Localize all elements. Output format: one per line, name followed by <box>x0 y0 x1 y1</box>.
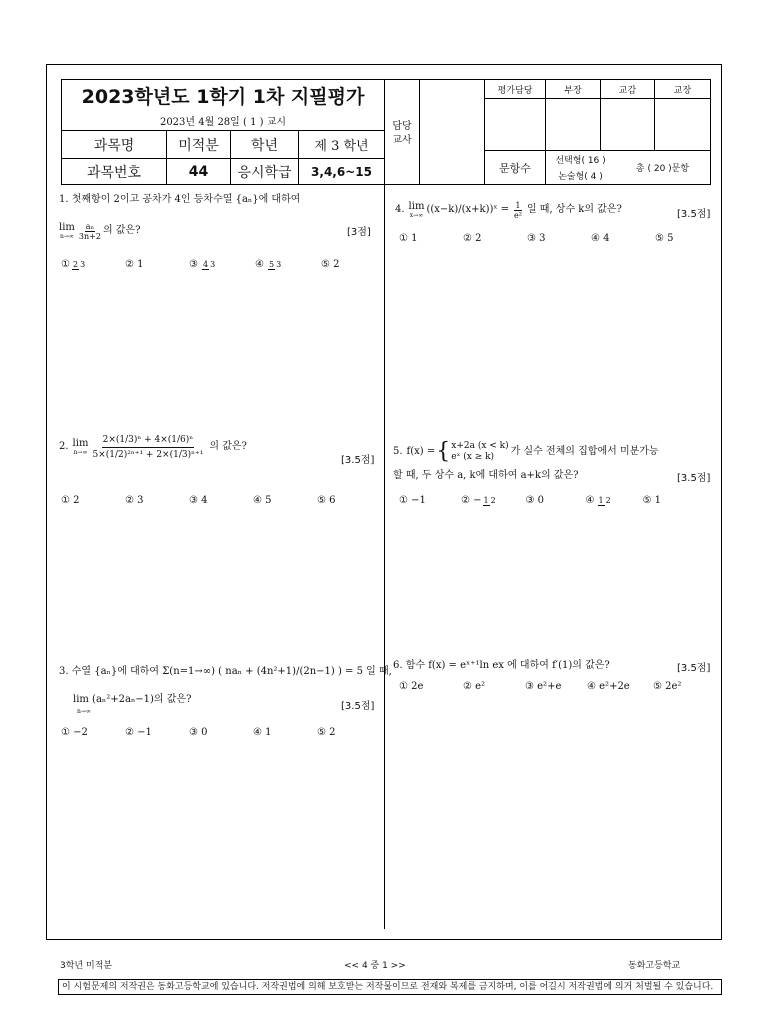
q1-stem: 1. 첫째항이 2이고 공차가 4인 등차수열 {aₙ}에 대하여 <box>59 194 301 205</box>
q6-options: ① 2e ② e² ③ e²+e ④ e²+2e ⑤ 2e² <box>399 681 682 692</box>
exam-date: 2023년 4월 28일 ( 1 ) 교시 <box>159 116 287 128</box>
approval-box <box>484 79 711 185</box>
q1-points: [3점] <box>347 227 371 238</box>
grade-label: 학년 <box>230 130 298 158</box>
approval-1: 평가담당 <box>497 85 533 96</box>
sign-1 <box>485 98 545 150</box>
q3-line2: lim (aₙ²+2aₙ−1)의 값은? <box>73 694 192 705</box>
column-divider <box>384 185 385 929</box>
essay-count: 논술형( 4 ) <box>545 167 615 184</box>
class-label: 응시학급 <box>230 158 298 185</box>
q3-points: [3.5점] <box>341 701 375 712</box>
class-value: 3,4,6~15 <box>298 158 384 185</box>
exam-title: 2023학년도 1학기 1차 지필평가 <box>81 85 365 108</box>
choice-count: 선택형( 16 ) <box>545 150 615 167</box>
q4-expression: 4. lim x→∞ ((x−k)/(x+k))ˣ = $\frac{1}{\text{e²}}$ 일 때, 상수 k의 값은? <box>395 200 622 220</box>
q5-points: [3.5점] <box>677 473 711 484</box>
q6-stem: 6. 함수 f(x) = eˣ⁺¹ln ex 에 대하여 f′(1)의 값은? <box>393 660 610 671</box>
total-count: 총 ( 20 )문항 <box>615 150 710 184</box>
approval-3: 교감 <box>600 80 654 98</box>
approval-2: 부장 <box>545 80 600 98</box>
subject-label: 과목명 <box>62 130 166 158</box>
sign-4 <box>654 98 710 150</box>
footer-left: 3학년 미적분 <box>60 961 113 971</box>
exam-frame <box>46 64 722 940</box>
q1-options: ① 2 3 ② 1 ③ 4 3 ④ 5 3 ⑤ 2 <box>61 259 340 270</box>
teacher-sign <box>419 80 484 184</box>
grade-value: 제 3 학년 <box>298 130 384 158</box>
exam-header <box>47 79 721 185</box>
q2-options: ① 2 ② 3 ③ 4 ④ 5 ⑤ 6 <box>61 495 336 506</box>
q2-points: [3.5점] <box>341 455 375 466</box>
teacher-label-2: 교사 <box>392 134 412 146</box>
q3-stem: 3. 수열 {aₙ}에 대하여 Σ(n=1→∞) ( naₙ + (4n²+1)/(2n−1) ) = 5 일 때, <box>59 666 392 677</box>
footer-page: << 4 중 1 >> <box>344 961 406 971</box>
teacher-label-1: 담당 <box>392 120 412 132</box>
copyright-notice: 이 시험문제의 저작권은 동화고등학교에 있습니다. 저작권법에 의해 보호받는 저작물이므로 전재와 복제를 금지하며, 이를 어길시 저작권법에 의거 처벌될 수 있습니다. <box>58 979 722 995</box>
teacher-box <box>384 79 485 185</box>
q1-expression: lim n→∞ $\frac{\text{aₙ}}{3n+2}$ 의 값은? <box>59 221 141 241</box>
title-box <box>61 79 385 185</box>
sign-2 <box>545 98 600 150</box>
q4-options: ① 1 ② 2 ③ 3 ④ 4 ⑤ 5 <box>399 233 674 244</box>
count-label: 문항수 <box>485 150 545 184</box>
q5-line2: 할 때, 두 상수 a, k에 대하여 a+k의 값은? <box>393 470 579 481</box>
code-label: 과목번호 <box>62 158 166 185</box>
subject-value: 미적분 <box>166 130 230 158</box>
q6-points: [3.5점] <box>677 663 711 674</box>
q2-expression: 2. lim n→∞ $\frac{\text{2×(1/3)ⁿ + 4×(1/6)ⁿ}}{\text{5×(1/2)²ⁿ⁺¹ + 2×(1/3)ⁿ⁺¹}}$ 의 값은? <box>59 434 247 460</box>
q3-lim-sub: n→∞ <box>77 708 91 715</box>
code-value: 44 <box>166 158 230 185</box>
q5-expression: 5. f(x) = { x+2a (x < k) eˣ (x ≥ k) 가 실수 전체의 집합에서 미분가능 <box>393 439 659 464</box>
q3-options: ① −2 ② −1 ③ 0 ④ 1 ⑤ 2 <box>61 727 336 738</box>
footer-school: 동화고등학교 <box>628 961 681 971</box>
q5-options: ① −1 ② − 1 2 ③ 0 ④ 1 2 ⑤ 1 <box>399 495 662 506</box>
q4-points: [3.5점] <box>677 209 711 220</box>
approval-4: 교장 <box>654 80 710 98</box>
sign-3 <box>600 98 654 150</box>
